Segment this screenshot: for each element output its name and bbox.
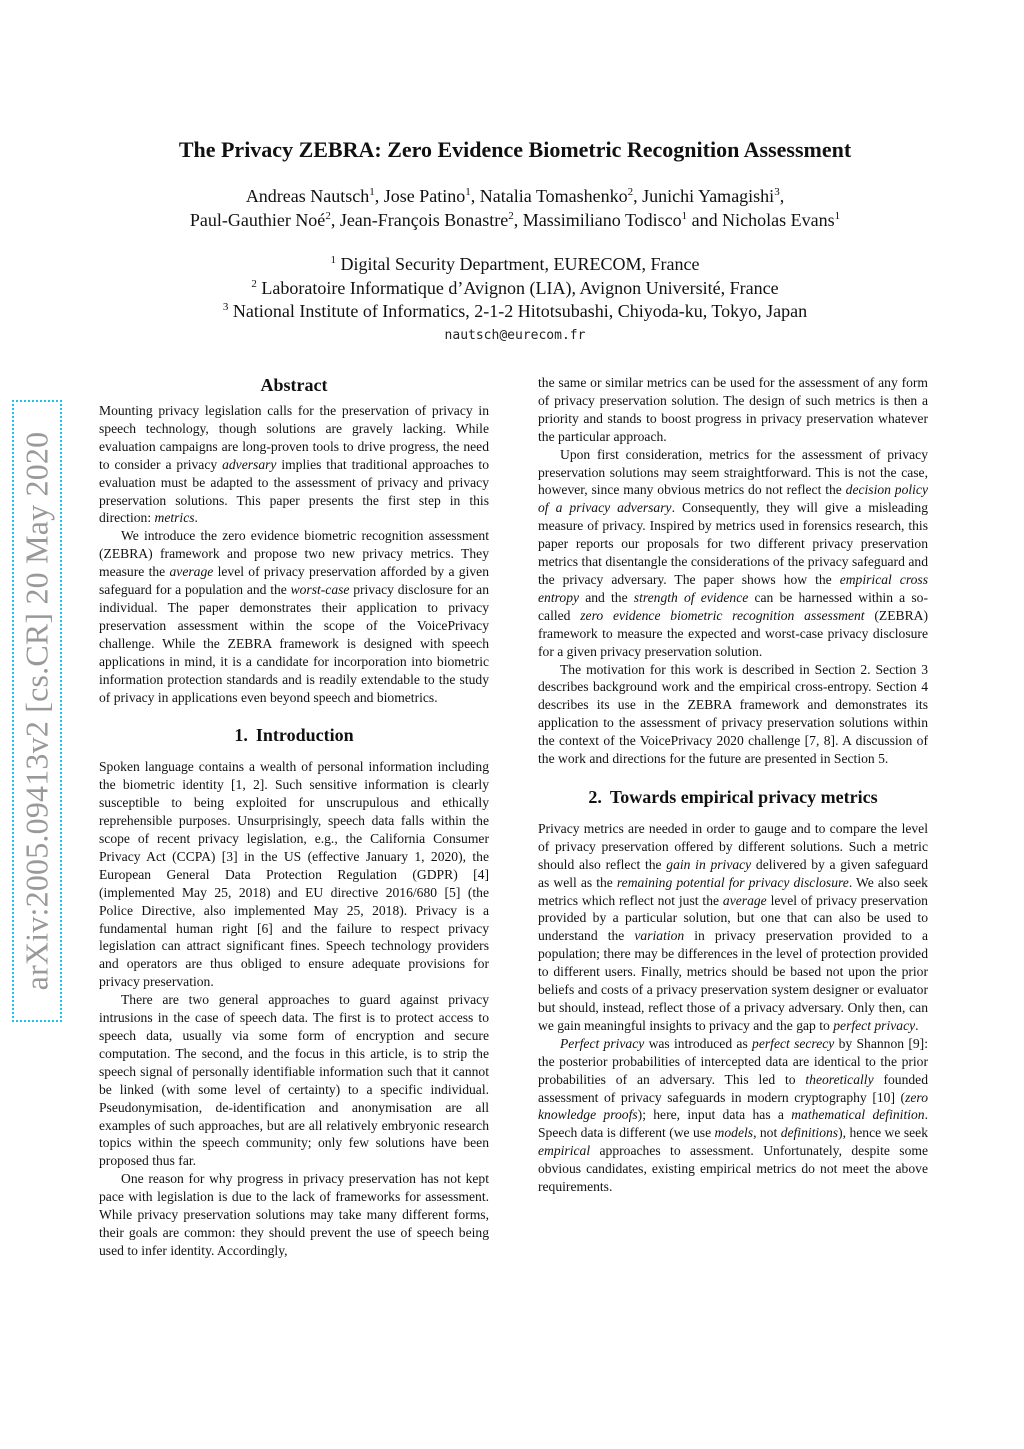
emphasis-text: strength of evidence [633,589,749,605]
author-list [100,184,930,232]
emphasis-text: worst-case [290,582,350,598]
section-heading-empirical-privacy-metrics: 2. Towards empirical privacy metrics [588,786,878,807]
paragraph-text: Upon first consideration, metrics for the assessment of privacy preservation solutions may seem straightforward. This is not the case, however, since many obvious metrics do not reflect the [538,446,928,498]
emphasis-text: adversary [222,456,277,472]
affiliation: $^1$ Digital Security Department, EURECOM, France [330,254,700,274]
paragraph-text: level of privacy preservation provided by a particular solution, but one that can also be used to understand the [538,892,928,944]
author: Junichi Yamagishi$^3$, [642,186,785,206]
paragraph-text: approaches to assessment. Unfortunately, despite some obvious candidates, existing empirical metrics do not meet the above requirements. [538,1143,928,1195]
paragraph-text: by Shannon [9]: the posterior probabilities of intercepted data are identical to the prior probabilities of an adversary. This led to [538,1035,928,1087]
paragraph-text: We introduce the zero evidence biometric recognition assessment (ZEBRA) framework and propose two new privacy metrics. They measure the [99,528,489,580]
section-heading-introduction: 1. Introduction [234,725,354,746]
emphasis-text: models [714,1125,754,1141]
emphasis-text: empirical cross entropy [538,571,928,605]
author: Massimiliano Todisco$^1$ and [522,210,723,230]
author: Paul-Gauthier Noé$^2$, [189,210,340,230]
abstract-paragraph [99,402,489,527]
paragraph-text: in privacy preservation provided to a population; there may be differences in the level of protection provided to different users. Finally, metrics should be based not upon the prior beliefs and costs of a privacy preservation system designer or evaluator but should, instead, reflect those of a privacy adversary. Only then, can we gain meaningful insights to privacy and the gap to [538,928,928,1033]
affiliation: $^2$ Laboratoire Informatique d’Avignon (LIA), Avignon Université, France [251,277,779,298]
body-paragraph [538,446,928,661]
emphasis-text: average [722,892,767,908]
left-column [99,374,489,1260]
emphasis-text: zero knowledge proofs [538,1089,928,1123]
paragraph-text: (ZEBRA) framework to measure the expected and worst-case privacy disclosure for a given privacy preservation solution. [538,607,928,659]
affiliation-list [100,253,930,324]
emphasis-text: perfect secrecy [752,1035,835,1051]
author: Nicholas Evans$^1$ [722,210,841,230]
abstract-heading: Abstract [260,375,328,395]
paragraph-text: , not [753,1125,781,1141]
paragraph-text: Mounting privacy legislation calls for the preservation of privacy in speech technology, though solutions are gravely lacking. While evaluation campaigns are long-proven tools to drive progress, the need to consider a privacy [99,403,489,472]
emphasis-text: mathematical definition [791,1107,925,1123]
body-paragraph [99,758,489,991]
paragraph-text: . [915,1017,919,1033]
body-paragraph [99,1170,489,1260]
paragraph-text: The motivation for this work is described in Section 2. Section 3 describes background work and the empirical cross-entropy. Section 4 describes its use in the ZEBRA framework and demonstrates its application to the assessment of privacy preservation solutions within the context of the VoicePrivacy 2020 challenge [7, 8]. A discussion of the work and directions for the future are presented in Section 5. [538,661,928,767]
paragraph-text: privacy disclosure for an individual. The paper demonstrates their application to privacy preservation assessment within the scope of the VoicePrivacy challenge. While the ZEBRA framework is designed with speech applications in mind, it is a candidate for incorporation into biometric information protection standards and is readily extendable to the study of privacy in applications even beyond speech and biometrics. [99,582,489,705]
paragraph-text: can be harnessed within a so-called [538,589,928,623]
author: Andreas Nautsch$^1$, [245,186,384,206]
paragraph-text: founded assessment of privacy safeguards in modern cryptography [10] ( [538,1071,928,1105]
emphasis-text: average [169,564,214,580]
emphasis-text: variation [634,928,685,944]
paragraph-text: There are two general approaches to guard against privacy intrusions in the case of speech data. The first is to protect access to speech data, usually via some form of encryption and secure computation. The second, and the focus in this article, is to strip the speech signal of personally identifiable information such that it cannot be linked (with some level of certainty) to a specific individual. Pseudonymisation, de-identification and anonymisation are all examples of such approaches, but are all relatively embryonic research topics within the speech community; only few solutions have been proposed thus far. [99,992,489,1169]
emphasis-text: Perfect privacy [560,1035,645,1051]
paragraph-text: the same or similar metrics can be used for the assessment of any form of privacy preservation solution. The design of such metrics is then a priority and stands to boost progress in privacy preservation whatever the particular approach. [538,375,928,444]
emphasis-text: zero evidence biometric recognition assessment [580,607,865,623]
paragraph-text: was introduced as [644,1035,753,1051]
abstract-paragraph [99,527,489,706]
emphasis-text: empirical [538,1143,591,1159]
body-paragraph [538,661,928,768]
body-paragraph [538,1035,928,1196]
paragraph-text: . We also seek metrics which reflect not just the [538,874,928,908]
affiliation: $^3$ National Institute of Informatics, 2-1-2 Hitotsubashi, Chiyoda-ku, Tokyo, Japan [222,301,808,321]
paragraph-text: delivered by a given safeguard as well as the [538,856,928,890]
paragraph-text: implies that traditional approaches to evaluation must be adapted to the assessment of privacy and privacy preservation solutions. This paper presents the first step in this direction: [99,456,490,526]
body-paragraph [538,820,928,1035]
emphasis-text: definitions [780,1125,839,1141]
contact-email[interactable]: nautsch@eurecom.fr [444,328,586,343]
emphasis-text: decision policy of a privacy adversary [538,482,928,516]
emphasis-text: perfect privacy [833,1017,916,1033]
emphasis-text: remaining potential for privacy disclosure [616,874,849,890]
paragraph-text: . Consequently, they will give a misleading measure of privacy. Inspired by metrics used in forensics research, this paper reports our proposals for two different privacy preservation metrics that disentangle the considerations of the privacy safeguard and the privacy adversary. The paper shows how the [538,500,928,587]
paragraph-text: Spoken language contains a wealth of personal information including the biometric identity [1, 2]. Such sensitive information is clearly susceptible to being exploited for unscrupulous and ethically reprehensible purposes. Unsurprisingly, speech data falls within the scope of recent privacy legislation, e.g., the California Consumer Privacy Act (CCPA) [3] in the US (effective January 1, 2020), the European General Data Protection Regulation (GDPR) [4] (implemented May 25, 2018) and EU directive 2016/680 [5] (the Police Directive, also implemented May 25, 2018). Privacy is a fundamental human right [6] and the failure to respect privacy legislation can attract significant fines. Speech technology providers and operators are thus obliged to ensure adequate provisions for privacy preservation. [99,759,489,990]
right-column [538,374,928,1196]
paragraph-text: . Speech data is different (we use [538,1107,928,1141]
paragraph-text: ); here, input data has a [637,1107,792,1123]
paragraph-text: . [194,510,198,526]
body-paragraph [538,374,928,446]
body-paragraph [99,991,489,1170]
emphasis-text: metrics [154,510,195,526]
author: Natalia Tomashenko$^2$, [479,186,643,206]
paragraph-text: ), hence we seek [838,1125,928,1141]
arxiv-identifier-stamp[interactable] [12,400,62,1022]
paragraph-text: Privacy metrics are needed in order to gauge and to compare the level of privacy preservation offered by different solutions. Such a metric should also reflect the [538,820,928,872]
author: Jose Patino$^1$, [383,186,480,206]
paragraph-text: One reason for why progress in privacy preservation has not kept pace with legislation is due to the lack of frameworks for assessment. While privacy preservation solutions may take many different forms, their goals are common: they should prevent the use of speech being used to infer identity. Accordingly, [99,1171,489,1258]
paragraph-text: and the [579,589,634,605]
paragraph-text: level of privacy preservation afforded by a given safeguard for a population and the [99,564,489,598]
emphasis-text: theoretically [805,1071,874,1087]
arxiv-identifier-text: arXiv:2005.09413v2 [cs.CR] 20 May 2020 [18,431,55,991]
paper-title: The Privacy ZEBRA: Zero Evidence Biometric Recognition Assessment [178,137,852,162]
author: Jean-François Bonastre$^2$, [339,210,523,230]
emphasis-text: gain in privacy [666,856,752,872]
